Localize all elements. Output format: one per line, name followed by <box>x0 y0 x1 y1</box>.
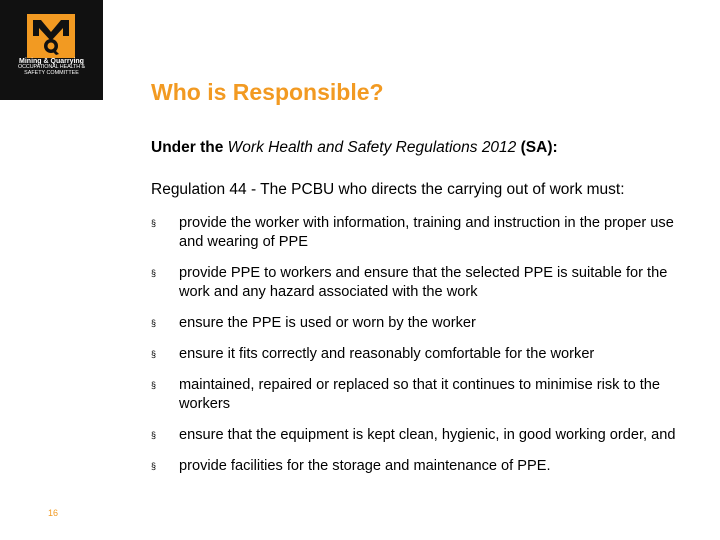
bullet-marker: § <box>151 318 157 328</box>
bullet-item <box>151 214 701 252</box>
bullet-text: maintained, repaired or replaced so that it continues to minimise risk to the workers <box>179 377 661 412</box>
subtitle-prefix: Under the <box>151 139 228 156</box>
logo-line-3: SAFETY COMMITTEE <box>24 70 79 77</box>
logo-line-1: Mining & Quarrying <box>19 58 84 65</box>
bullet-text: ensure the PPE is used or worn by the worker <box>179 315 476 331</box>
bullet-marker: § <box>151 380 157 390</box>
bullet-text: ensure it fits correctly and reasonably comfortable for the worker <box>179 346 595 362</box>
bullet-marker: § <box>151 430 157 440</box>
bullet-list <box>151 214 701 476</box>
bullet-text: provide the worker with information, training and instruction in the proper use and wearing of PPE <box>179 215 674 250</box>
mq-logo-icon <box>27 14 75 58</box>
bullet-text: provide PPE to workers and ensure that the selected PPE is suitable for the work and any hazard associated with the work <box>179 265 668 300</box>
bullet-text: provide facilities for the storage and maintenance of PPE. <box>179 458 551 474</box>
bullet-marker: § <box>151 218 157 228</box>
bullet-text: ensure that the equipment is kept clean, hygienic, in good working order, and <box>179 427 676 443</box>
subtitle-suffix: (SA): <box>516 139 558 156</box>
logo-text <box>4 58 99 77</box>
bullet-item <box>151 426 701 445</box>
logo-line-2: OCCUPATIONAL HEALTH & <box>18 64 85 71</box>
logo <box>0 0 103 100</box>
bullet-marker: § <box>151 268 157 278</box>
intro-text: Regulation 44 - The PCBU who directs the carrying out of work must: <box>151 181 625 198</box>
bullet-item <box>151 376 701 414</box>
page-number: 16 <box>48 508 59 518</box>
bullet-item <box>151 345 701 364</box>
regulation-name: Work Health and Safety Regulations 2012 <box>227 139 517 156</box>
sidebar <box>0 0 103 540</box>
bullet-item <box>151 264 701 302</box>
bullet-marker: § <box>151 461 157 471</box>
bullet-item <box>151 314 701 333</box>
bullet-marker: § <box>151 349 157 359</box>
slide-subtitle <box>151 139 558 157</box>
bullet-item <box>151 457 701 476</box>
slide-title: Who is Responsible? <box>151 79 384 105</box>
